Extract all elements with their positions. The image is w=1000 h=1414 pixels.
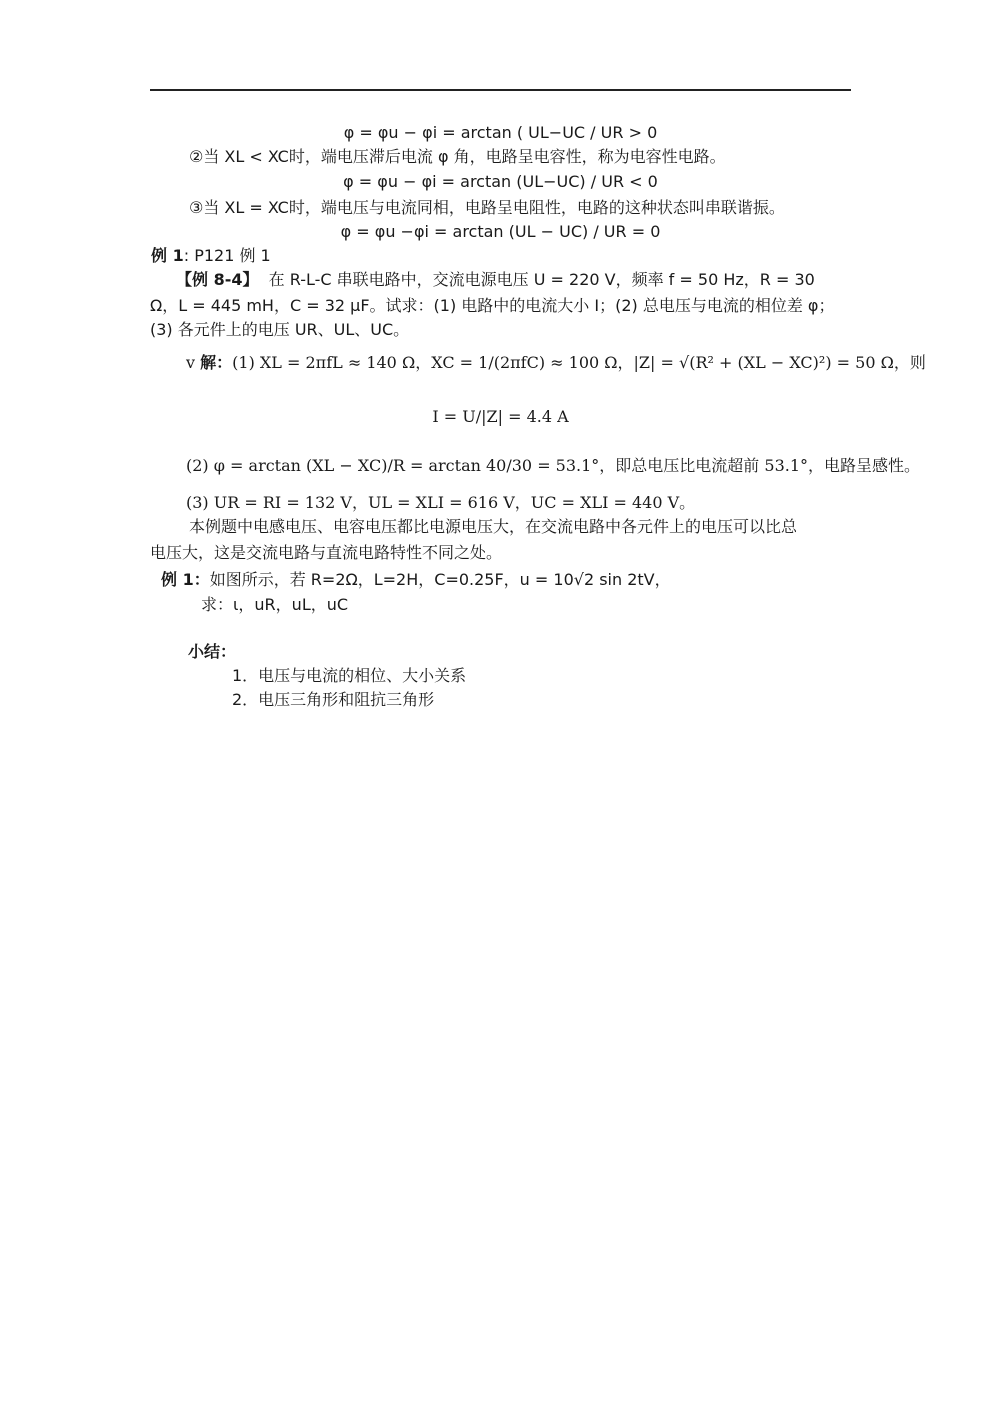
example-8-4-line1: [176, 269, 815, 291]
summary-item: 1．电压与电流的相位、大小关系: [232, 666, 467, 685]
solution-mark: v: [186, 353, 196, 372]
solution-step-1: [186, 340, 926, 386]
example-8-4-text: 在 R-L-C 串联电路中，交流电源电压 U = 220 V，频率 f = 50 Hz，R = 30: [268, 270, 815, 289]
phase-formula-inductive: φ = φu − φi = arctan ( UL−UC / UR > 0: [343, 123, 658, 142]
example-1-label: 例 1：: [161, 570, 210, 589]
phase-formula-resonance: φ = φu −φi = arctan (UL − UC) / UR = 0: [340, 222, 661, 241]
example-1-ref: [151, 245, 271, 267]
example-text: : P121 例 1: [183, 246, 271, 265]
example-1-ask: 求：ι，uR，uL，uC: [201, 595, 349, 614]
example-label: 例 1: [151, 246, 184, 265]
summary-title: 小结：: [188, 642, 237, 661]
case-capacitive: ②当 XL < XC时，端电压滞后电流 φ 角，电路呈电容性，称为电容性电路。: [189, 147, 726, 166]
example-8-4-line2: Ω，L = 445 mH，C = 32 μF。试求：(1) 电路中的电流大小 I；(2) 总电压与电流的相位差 φ；: [150, 296, 835, 315]
note-line-1: 本例题中电感电压、电容电压都比电源电压大，在交流电路中各元件上的电压可以比总: [189, 517, 798, 536]
example-8-4-line3: (3) 各元件上的电压 UR、UL、UC。: [150, 320, 410, 339]
note-line-2: 电压大，这是交流电路与直流电路特性不同之处。: [150, 543, 503, 562]
solution-step-1-text: (1) XL = 2πfL ≈ 140 Ω，XC = 1/(2πfC) ≈ 100 Ω，|Z| = √(R² + (XL − XC)²) = 50 Ω，则: [232, 353, 926, 372]
summary-item: 2．电压三角形和阻抗三角形: [232, 690, 435, 709]
example-8-4-label: 【例 8-4】: [176, 270, 259, 289]
solution-label: 解：: [200, 353, 233, 372]
case-resonance: ③当 XL = XC时，端电压与电流同相，电路呈电阻性，电路的这种状态叫串联谐振。: [189, 198, 785, 217]
solution-step-3: (3) UR = RI = 132 V，UL = XLI = 616 V，UC = XLI = 440 V。: [186, 493, 696, 512]
example-1-circuit: [161, 569, 671, 591]
phase-formula-capacitive: φ = φu − φi = arctan (UL−UC) / UR < 0: [343, 172, 658, 191]
current-formula: I = U/|Z| = 4.4 A: [432, 407, 569, 426]
example-1-text: 如图所示，若 R=2Ω，L=2H，C=0.25F，u = 10√2 sin 2tV，: [209, 570, 671, 589]
solution-step-2: (2) φ = arctan (XL − XC)/R = arctan 40/30 = 53.1°，即总电压比电流超前 53.1°，电路呈感性。: [186, 456, 921, 475]
header-rule: [150, 89, 851, 91]
